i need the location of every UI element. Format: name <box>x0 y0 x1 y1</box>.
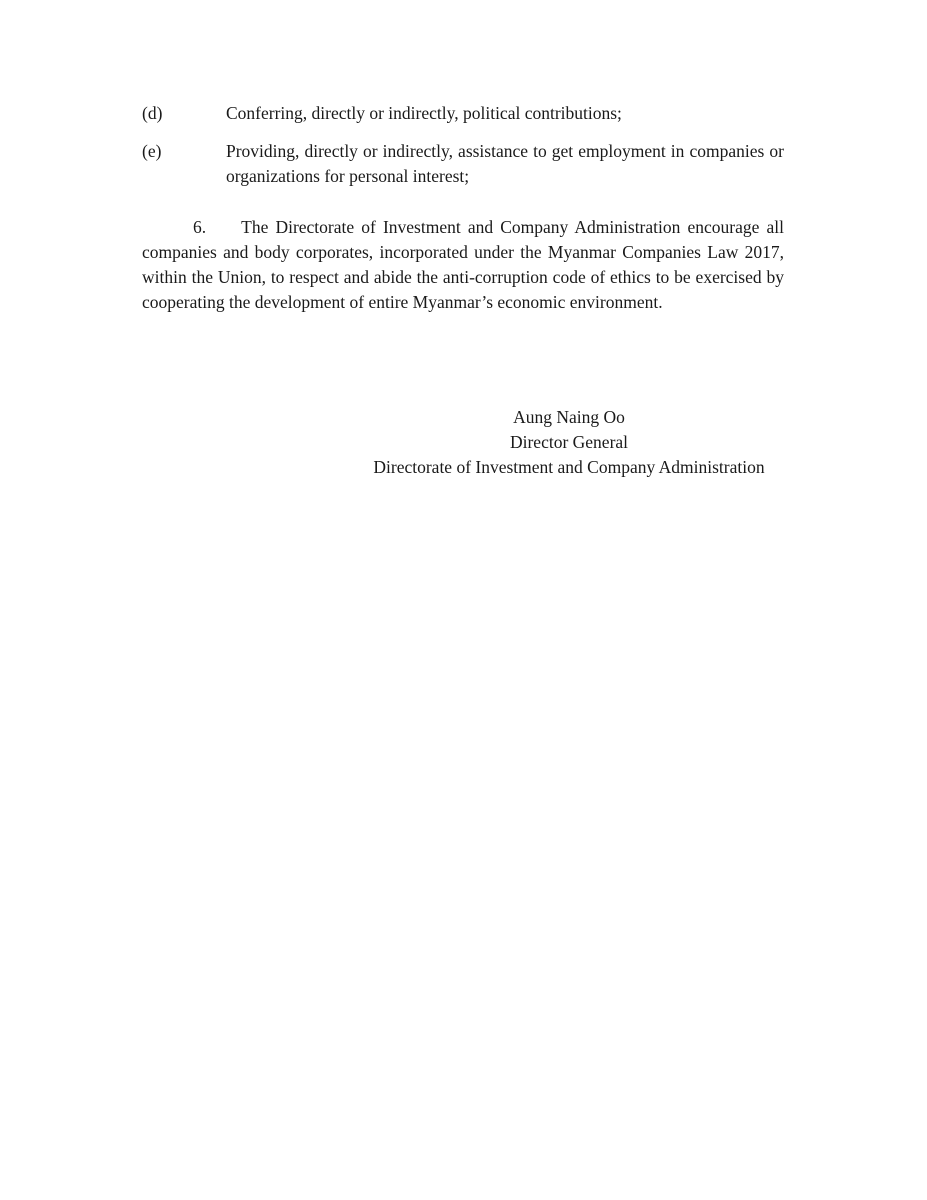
list-item-d <box>142 101 784 126</box>
signature-block <box>360 405 778 480</box>
list-item-text: Conferring, directly or indirectly, political contributions; <box>226 103 622 123</box>
list-item-text: Providing, directly or indirectly, assistance to get employment in companies or organizations for personal interest; <box>226 141 784 186</box>
signatory-title: Director General <box>509 432 629 452</box>
signatory-organization: Directorate of Investment and Company Administration <box>373 457 765 477</box>
list-item-e <box>142 139 784 189</box>
paragraph-number: 6. <box>193 217 207 237</box>
signatory-name: Aung Naing Oo <box>513 407 625 427</box>
paragraph-text: The Directorate of Investment and Company Administration encourage all companies and body corporates, incorporated under the Myanmar Companies Law 2017, within the Union, to respect and abide the anti-corruption code of ethics to be exercised by cooperating the development of entire Myanmar’s economic environment. <box>142 217 784 312</box>
list-item-label: (d) <box>142 103 163 123</box>
paragraph-6 <box>142 215 784 315</box>
list-item-label: (e) <box>142 141 162 161</box>
